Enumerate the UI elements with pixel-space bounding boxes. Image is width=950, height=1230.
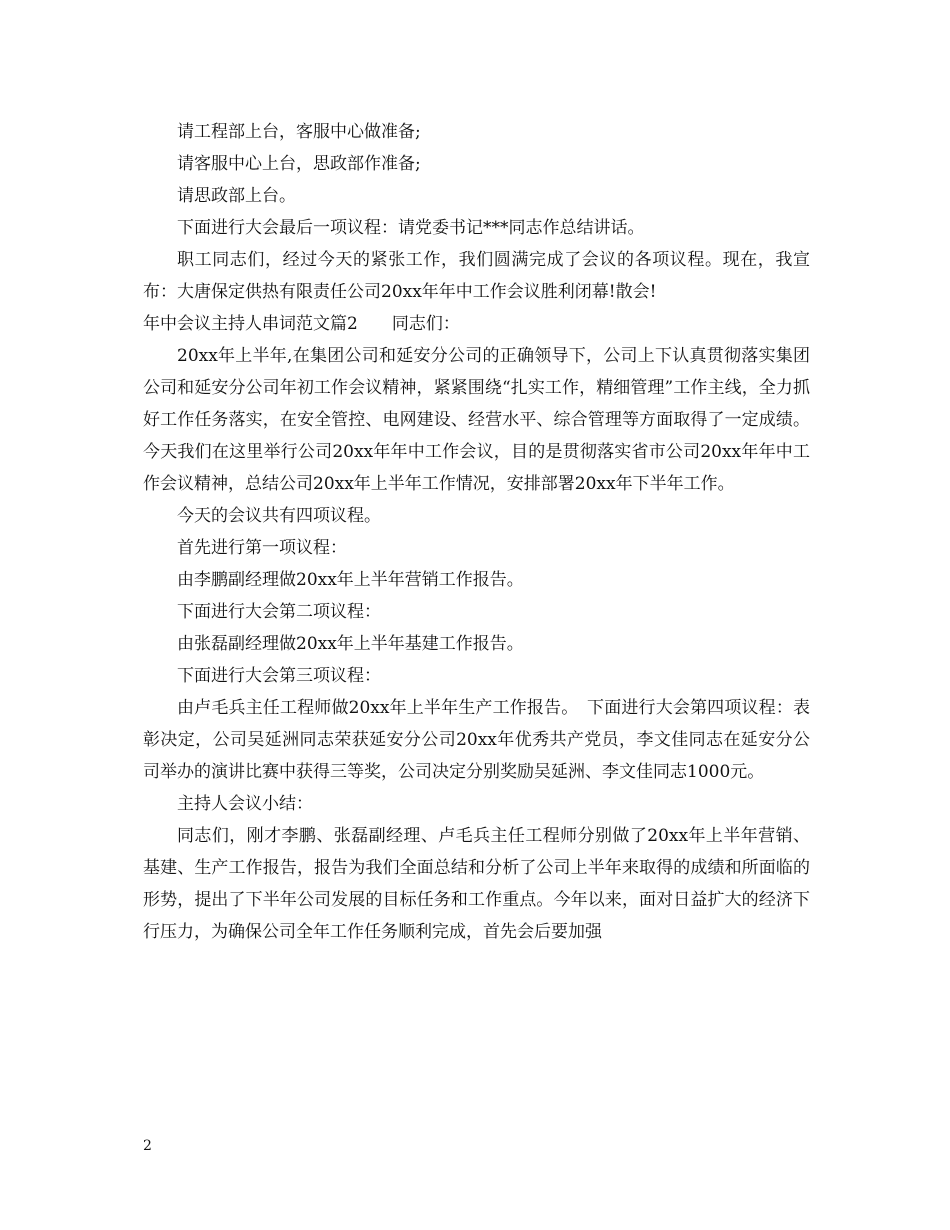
document-body xyxy=(143,116,810,948)
paragraph: 20xx年上半年,在集团公司和延安分公司的正确领导下，公司上下认真贯彻落实集团公司和延安分公司年初工作会议精神，紧紧围绕“扎实工作，精细管理”工作主线，全力抓好工作任务落实，在安全管控、电网建设、经营水平、综合管理等方面取得了一定成绩。今天我们在这里举行公司20xx年年中工作会议，目的是贯彻落实省市公司20xx年年中工作会议精神，总结公司20xx年上半年工作情况，安排部署20xx年下半年工作。 xyxy=(143,346,810,494)
paragraph: 主持人会议小结： xyxy=(177,794,313,814)
paragraph: 由卢毛兵主任工程师做20xx年上半年生产工作报告。 下面进行大会第四项议程：表彰决定，公司吴延洲同志荣获延安分公司20xx年优秀共产党员，李文佳同志在延安分公司举办的演讲比赛中获得三等奖，公司决定分别奖励吴延洲、李文佳同志1000元。 xyxy=(143,698,810,782)
paragraph: 下面进行大会最后一项议程：请党委书记***同志作总结讲话。 xyxy=(177,218,645,238)
paragraph: 请客服中心上台，思政部作准备; xyxy=(177,154,421,174)
section-heading: 年中会议主持人串词范文篇2 同志们： xyxy=(143,314,460,334)
paragraph: 今天的会议共有四项议程。 xyxy=(177,506,381,526)
paragraph: 职工同志们，经过今天的紧张工作，我们圆满完成了会议的各项议程。现在，我宣布：大唐保定供热有限责任公司20xx年年中工作会议胜利闭幕!散会! xyxy=(143,250,810,302)
paragraph: 由张磊副经理做20xx年上半年基建工作报告。 xyxy=(177,634,524,654)
paragraph: 首先进行第一项议程： xyxy=(177,538,347,558)
paragraph: 由李鹏副经理做20xx年上半年营销工作报告。 xyxy=(177,570,524,590)
paragraph: 同志们，刚才李鹏、张磊副经理、卢毛兵主任工程师分别做了20xx年上半年营销、基建、生产工作报告，报告为我们全面总结和分析了公司上半年来取得的成绩和所面临的形势，提出了下半年公司发展的目标任务和工作重点。今年以来，面对日益扩大的经济下行压力，为确保公司全年工作任务顺利完成，首先会后要加强 xyxy=(143,826,810,942)
paragraph: 请思政部上台。 xyxy=(177,186,296,206)
page-number: 2 xyxy=(143,1138,152,1154)
paragraph: 下面进行大会第三项议程： xyxy=(177,666,381,686)
paragraph: 下面进行大会第二项议程： xyxy=(177,602,381,622)
paragraph: 请工程部上台，客服中心做准备; xyxy=(177,122,421,142)
